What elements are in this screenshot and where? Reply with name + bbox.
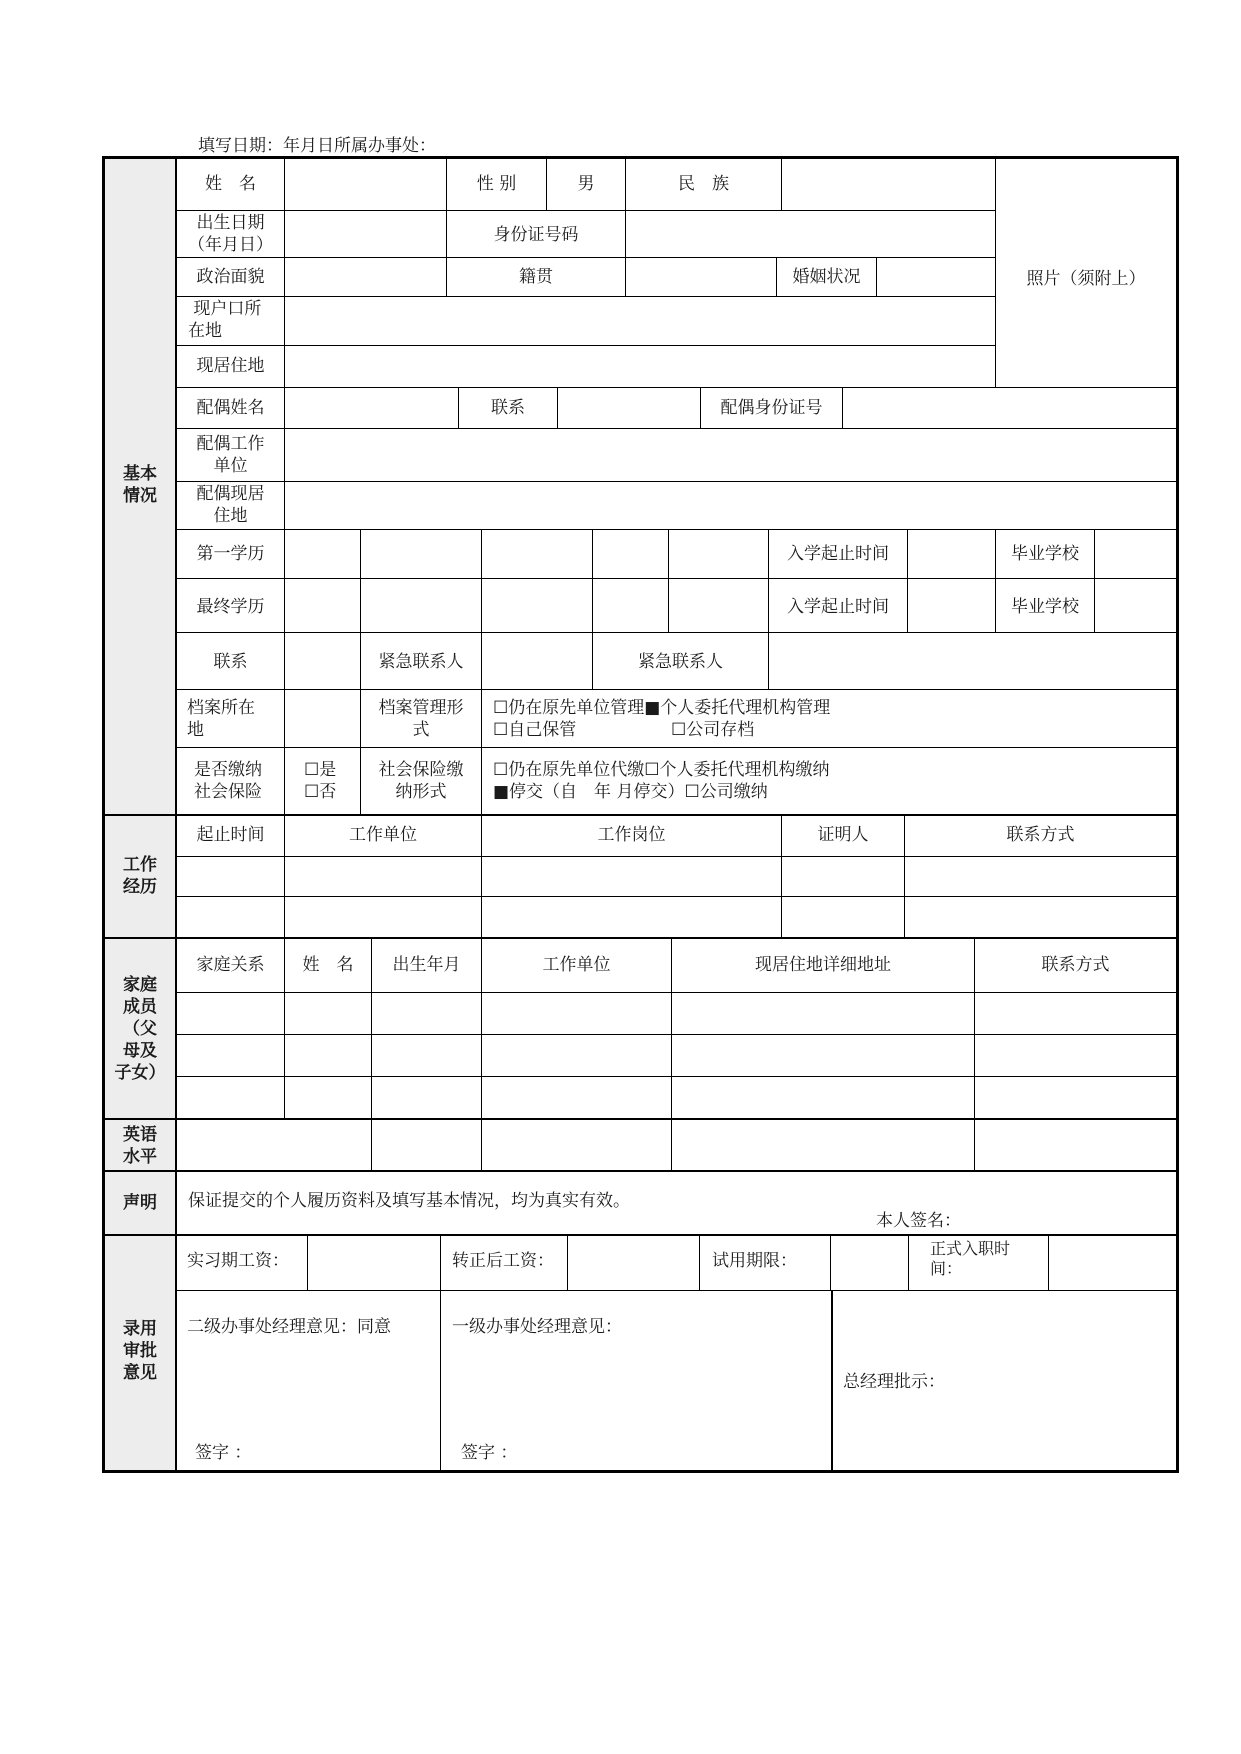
row-line [176, 1290, 1177, 1291]
insurance-form-label: 社会保险缴 纳形式 [378, 760, 464, 802]
family-header-address: 现居住地详细地址 [755, 955, 891, 975]
final-edu-enroll-label: 入学起止时间 [787, 597, 889, 617]
col-line [699, 1235, 700, 1290]
page-header: 填写日期：年月日所属办事处： [198, 136, 436, 156]
regular-salary-label: 转正后工资： [452, 1251, 554, 1271]
first-edu-label: 第一学历 [196, 544, 265, 564]
insurance-no-checkbox[interactable]: ☐否 [304, 782, 337, 802]
name-label: 姓 名 [205, 174, 256, 194]
family-header-birth: 出生年月 [392, 955, 461, 975]
section-line [103, 814, 1178, 816]
work-header-reference: 证明人 [817, 825, 869, 845]
col-line [908, 1235, 909, 1290]
archive-option-self-keep[interactable]: ☐自己保管 [493, 720, 577, 740]
marital-field[interactable] [877, 258, 995, 296]
household-field[interactable] [285, 297, 995, 345]
contact-field[interactable] [285, 633, 360, 689]
insurance-yes-checkbox[interactable]: ☐是 [304, 760, 337, 780]
col-line [907, 529, 908, 632]
archive-location-field[interactable] [285, 690, 360, 747]
col-line [1094, 529, 1095, 632]
insurance-option-original-or-agency[interactable]: ☐仍在原先单位代缴☐个人委托代理机构缴纳 [493, 760, 830, 780]
id-number-label: 身份证号码 [493, 225, 579, 245]
archive-option-original-or-agency[interactable]: ☐仍在原先单位管理■个人委托代理机构管理 [493, 698, 831, 718]
spouse-work-field[interactable] [285, 429, 1176, 481]
section-approval-label: 录用 审批 意见 [123, 1319, 157, 1383]
section-work-label: 工作 经历 [123, 855, 157, 897]
level2-opinion: 二级办事处经理意见：同意 [187, 1317, 391, 1337]
section-basic-label: 基本 情况 [123, 464, 157, 506]
spouse-work-label: 配偶工作 单位 [196, 434, 265, 476]
work-header-contact: 联系方式 [1006, 825, 1075, 845]
formal-date-label: 正式入职时 间： [930, 1239, 1011, 1278]
insurance-label: 是否缴纳 社会保险 [194, 760, 262, 802]
row-line [176, 747, 1177, 748]
spouse-contact-label: 联系 [491, 398, 525, 418]
work-row-1[interactable] [177, 857, 1176, 896]
spouse-contact-field[interactable] [558, 388, 700, 428]
family-header-contact: 联系方式 [1041, 955, 1110, 975]
archive-mgmt-label: 档案管理形 式 [378, 698, 464, 740]
final-edu-field[interactable] [285, 579, 768, 632]
spouse-residence-label: 配偶现居 住地 [196, 484, 265, 526]
native-place-field[interactable] [626, 258, 776, 296]
level1-sign-label: 签字 ： [461, 1443, 518, 1463]
work-header-company: 工作单位 [349, 825, 417, 845]
ethnicity-label: 民 族 [678, 174, 729, 194]
intern-salary-label: 实习期工资： [187, 1251, 289, 1271]
spouse-name-field[interactable] [285, 388, 458, 428]
intern-salary-field[interactable] [308, 1236, 440, 1290]
level2-sign-label: 签字 ： [195, 1443, 252, 1463]
political-label: 政治面貌 [196, 267, 265, 287]
name-field[interactable] [285, 159, 446, 210]
ethnicity-field[interactable] [782, 159, 995, 210]
emergency-contact-field-1[interactable] [482, 633, 592, 689]
family-row-2[interactable] [177, 1035, 1176, 1076]
spouse-id-label: 配偶身份证号 [720, 398, 823, 418]
level2-opinion-field[interactable] [177, 1345, 440, 1435]
gm-opinion: 总经理批示： [843, 1372, 945, 1392]
signature-field[interactable] [960, 1200, 1170, 1234]
emergency-contact-label-1: 紧急联系人 [378, 652, 464, 672]
marital-label: 婚姻状况 [792, 267, 861, 287]
spouse-id-field[interactable] [843, 388, 1176, 428]
level1-opinion: 一级办事处经理意见： [452, 1317, 622, 1337]
spouse-name-label: 配偶姓名 [196, 398, 265, 418]
native-place-label: 籍贯 [519, 267, 553, 287]
spouse-residence-field[interactable] [285, 482, 1176, 529]
work-header-period: 起止时间 [196, 825, 265, 845]
gm-opinion-field[interactable] [833, 1400, 1176, 1470]
probation-field[interactable] [831, 1236, 908, 1290]
id-number-field[interactable] [626, 211, 995, 257]
residence-label: 现居住地 [196, 356, 265, 376]
col-line [481, 689, 482, 815]
formal-date-field[interactable] [1049, 1236, 1176, 1290]
birth-date-field[interactable] [285, 211, 446, 257]
final-edu-school-label: 毕业学校 [1011, 597, 1079, 617]
family-header-relation: 家庭关系 [196, 955, 265, 975]
family-row-1[interactable] [177, 993, 1176, 1034]
emergency-contact-label-2: 紧急联系人 [638, 652, 723, 672]
gender-label: 性 别 [476, 174, 517, 194]
contact-label: 联系 [213, 652, 248, 672]
first-edu-field[interactable] [285, 530, 768, 578]
section-line [103, 937, 1178, 939]
birth-date-label: 出生日期 （年月日） [188, 213, 273, 255]
final-edu-label: 最终学历 [196, 597, 265, 617]
declaration-text: 保证提交的个人履历资料及填写基本情况，均为真实有效。 [188, 1191, 630, 1211]
gender-value[interactable]: 男 [577, 174, 595, 194]
political-field[interactable] [285, 258, 446, 296]
level1-opinion-field[interactable] [441, 1345, 831, 1435]
photo-label: 照片（须附上） [1026, 269, 1146, 289]
english-level-field[interactable] [177, 1120, 1176, 1170]
probation-label: 试用期限： [712, 1251, 797, 1271]
archive-option-company[interactable]: ☐公司存档 [671, 720, 755, 740]
family-row-3[interactable] [177, 1077, 1176, 1118]
section-line [103, 1170, 1178, 1172]
family-header-company: 工作单位 [542, 955, 611, 975]
household-label: 现户口所 在地 [188, 299, 262, 341]
form-border-bottom [102, 1470, 1179, 1473]
emergency-contact-field-2[interactable] [769, 633, 1176, 689]
photo-box[interactable] [996, 159, 1176, 387]
insurance-option-stopped-or-company[interactable]: ■停交（自 年 月停交）☐公司缴纳 [493, 782, 768, 802]
first-edu-school-label: 毕业学校 [1011, 544, 1079, 564]
section-family-label: 家庭 成员 （父 母及 子女） [114, 975, 166, 1083]
archive-location-label: 档案所在 地 [187, 698, 255, 740]
residence-field[interactable] [285, 346, 995, 387]
family-header-name: 姓 名 [302, 955, 354, 975]
regular-salary-field[interactable] [568, 1236, 699, 1290]
col-line [440, 1235, 441, 1290]
section-declaration-label: 声明 [123, 1193, 157, 1213]
first-edu-enroll-label: 入学起止时间 [787, 544, 889, 564]
signature-label: 本人签名： [876, 1211, 961, 1231]
section-english-label: 英语 水平 [123, 1125, 157, 1167]
work-header-position: 工作岗位 [597, 825, 666, 845]
work-row-2[interactable] [177, 897, 1176, 937]
